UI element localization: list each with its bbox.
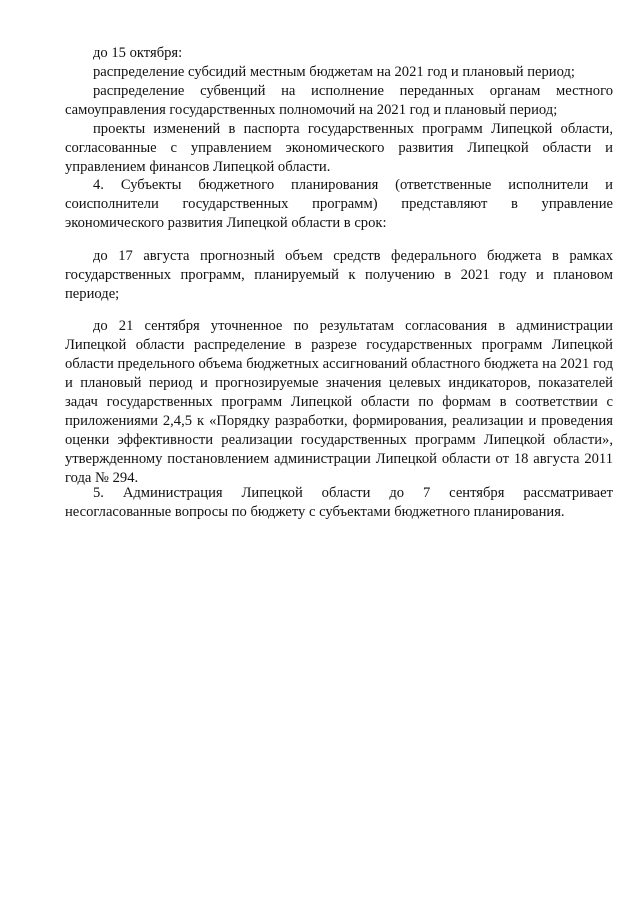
text-block-2 <box>65 176 613 233</box>
paragraph-sep21: до 21 сентября уточненное по результатам согласования в администрации Липецкой области распределение в разрезе государственных программ Липецкой области предельного объема бюджетных ассигнований областного бюджета на 2021 год и плановый период и прогнозируемые значения целевых индикаторов, показателей задач государственных программ Липецкой области по формам в соответствии с приложениями 2,4,5 к «Порядку разработки, формирования, реализации и проведения оценки эффективности реализации государственных программ Липецкой области», утвержденному постановлением администрации Липецкой области от 18 августа 2011 года № 294. <box>65 318 613 486</box>
text-block-3 <box>65 247 613 304</box>
text-block-1 <box>65 44 613 177</box>
paragraph-aug17: до 17 августа прогнозный объем средств федерального бюджета в рамках государственных программ, планируемый к получению в 2021 году и плановом периоде; <box>65 248 613 302</box>
paragraph-item-5: 5. Администрация Липецкой области до 7 сентября рассматривает несогласованные вопросы по бюджету с субъектами бюджетного планирования. <box>65 485 613 520</box>
text-block-5 <box>65 484 613 522</box>
paragraph-subventions: распределение субвенций на исполнение переданных органам местного самоуправления государственных полномочий на 2021 год и плановый период; <box>65 83 613 118</box>
paragraph-subsidies: распределение субсидий местным бюджетам на 2021 год и плановый период; <box>93 64 575 80</box>
text-block-4 <box>65 317 613 488</box>
paragraph-item-4: 4. Субъекты бюджетного планирования (ответственные исполнители и соисполнители государственных программ) представляют в управление экономического развития Липецкой области в срок: <box>65 177 613 231</box>
paragraph-program-passports: проекты изменений в паспорта государственных программ Липецкой области, согласованные с управлением экономического развития Липецкой области и управлением финансов Липецкой области. <box>65 121 613 175</box>
paragraph-deadline-oct15: до 15 октября: <box>93 45 183 61</box>
